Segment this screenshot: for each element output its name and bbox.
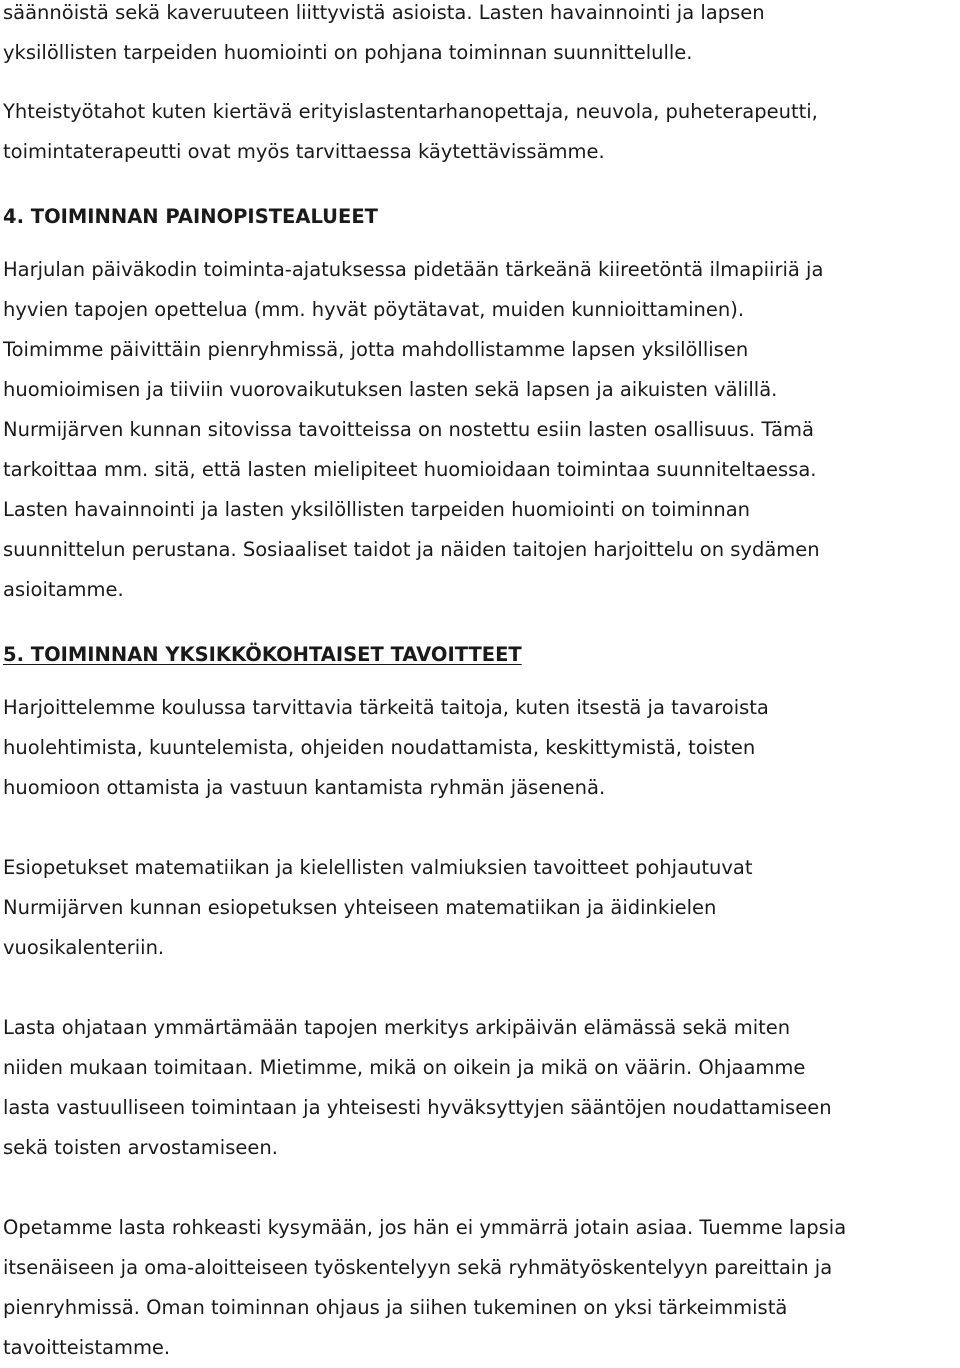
text-line: yksilöllisten tarpeiden huomiointi on pohjana toiminnan suunnittelulle. (3, 41, 693, 64)
intro-paragraph (3, 0, 960, 73)
text-line: hyvien tapojen opettelua (mm. hyvät pöytätavat, muiden kunnioittaminen). (3, 298, 745, 321)
text-line: Lasten havainnointi ja lasten yksilöllisten tarpeiden huomiointi on toiminnan (3, 498, 751, 521)
text-line: huomioon ottamista ja vastuun kantamista ryhmän jäsenenä. (3, 776, 606, 799)
text-line: huomioimisen ja tiiviin vuorovaikutuksen lasten sekä lapsen ja aikuisten välillä. (3, 378, 778, 401)
document-page (3, 0, 960, 1368)
text-line: vuosikalenteriin. (3, 936, 165, 959)
section-5-paragraph-skills (3, 688, 960, 808)
text-line: sekä toisten arvostamiseen. (3, 1136, 278, 1159)
text-line: tavoitteistamme. (3, 1336, 171, 1359)
text-line: Lasta ohjataan ymmärtämään tapojen merkitys arkipäivän elämässä sekä miten (3, 1016, 791, 1039)
cooperation-paragraph (3, 92, 960, 172)
section-5-heading (3, 635, 960, 675)
section-4-heading: 4. TOIMINNAN PAINOPISTEALUEET (3, 205, 378, 228)
text-line: Opetamme lasta rohkeasti kysymään, jos hän ei ymmärrä jotain asiaa. Tuemme lapsia (3, 1216, 847, 1239)
section-5-paragraph-independence (3, 1208, 960, 1368)
text-line: Harjulan päiväkodin toiminta-ajatuksessa pidetään tärkeänä kiireetöntä ilmapiiriä ja (3, 258, 824, 281)
text-line: Nurmijärven kunnan esiopetuksen yhteiseen matematiikan ja äidinkielen (3, 896, 717, 919)
section-5-paragraph-manners (3, 1008, 960, 1168)
text-line: tarkoittaa mm. sitä, että lasten mielipiteet huomioidaan toimintaa suunniteltaessa. (3, 458, 817, 481)
text-line: toimintaterapeutti ovat myös tarvittaessa käytettävissämme. (3, 140, 605, 163)
text-line: Yhteistyötahot kuten kiertävä erityislastentarhanopettaja, neuvola, puheterapeutti, (3, 100, 818, 123)
text-line: Nurmijärven kunnan sitovissa tavoitteissa on nostettu esiin lasten osallisuus. Tämä (3, 418, 814, 441)
text-line: lasta vastuulliseen toimintaan ja yhteisesti hyväksyttyjen sääntöjen noudattamiseen (3, 1096, 832, 1119)
section-5-heading-text: 5. TOIMINNAN YKSIKKÖKOHTAISET TAVOITTEET (3, 643, 522, 666)
text-line: Esiopetukset matematiikan ja kielellisten valmiuksien tavoitteet pohjautuvat (3, 856, 753, 879)
text-line: itsenäiseen ja oma-aloitteiseen työskentelyyn sekä ryhmätyöskentelyyn pareittain ja (3, 1256, 833, 1279)
section-4-paragraph (3, 250, 960, 610)
section-5-paragraph-curriculum (3, 848, 960, 968)
text-line: Toimimme päivittäin pienryhmissä, jotta mahdollistamme lapsen yksilöllisen (3, 338, 749, 361)
text-line: Harjoittelemme koulussa tarvittavia tärkeitä taitoja, kuten itsestä ja tavaroista (3, 696, 769, 719)
text-line: huolehtimista, kuuntelemista, ohjeiden noudattamista, keskittymistä, toisten (3, 736, 756, 759)
text-line: niiden mukaan toimitaan. Mietimme, mikä on oikein ja mikä on väärin. Ohjaamme (3, 1056, 806, 1079)
text-line: asioitamme. (3, 578, 124, 601)
text-line: suunnittelun perustana. Sosiaaliset taidot ja näiden taitojen harjoittelu on sydämen (3, 538, 820, 561)
text-line: säännöistä sekä kaveruuteen liittyvistä asioista. Lasten havainnointi ja lapsen (3, 1, 765, 24)
text-line: pienryhmissä. Oman toiminnan ohjaus ja siihen tukeminen on yksi tärkeimmistä (3, 1296, 788, 1319)
